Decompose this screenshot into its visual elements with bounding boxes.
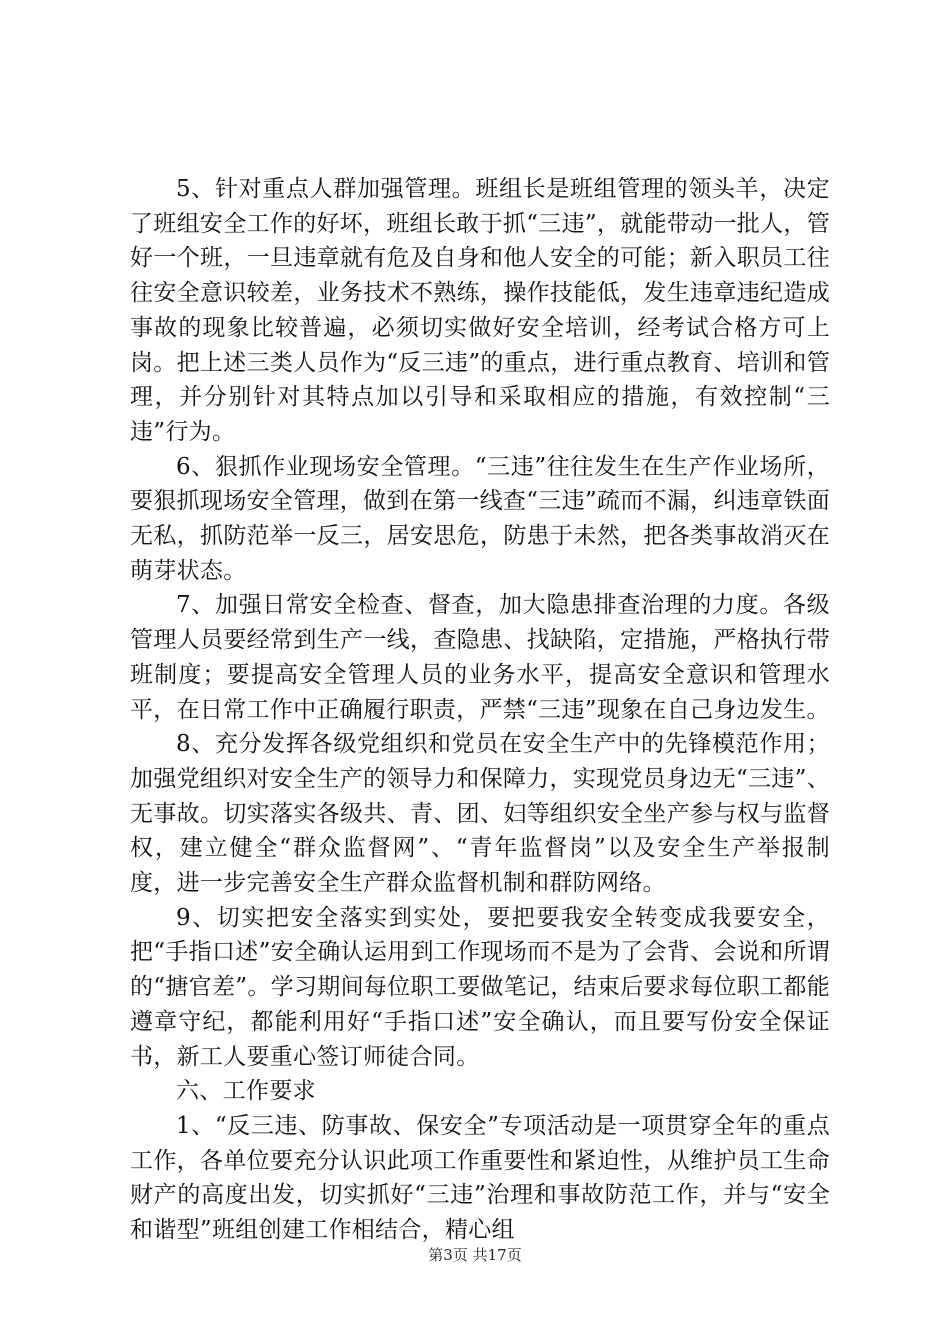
paragraph-item-8: 8、充分发挥各级党组织和党员在安全生产中的先锋模范作用；加强党组织对安全生产的领导力和保障力，实现党员身边无“三违”、无事故。切实落实各级共、青、团、妇等组织安全坐产参与权与监督权，建立健全“群众监督网”、“青年监督岗”以及安全生产举报制度，进一步完善安全生产群众监督机制和群防网络。 — [130, 731, 830, 897]
document-body — [130, 172, 830, 1248]
paragraph-item-6: 6、狠抓作业现场安全管理。“三违”往往发生在生产作业场所，要狠抓现场安全管理，做到在第一线查“三违”疏而不漏，纠违章铁面无私，抓防范举一反三，居安思危，防患于未然，把各类事故消灭在萌芽状态。 — [130, 453, 830, 584]
paragraph-requirement-1: 1、“反三违、防事故、保安全”专项活动是一项贯穿全年的重点工作，各单位要充分认识此项工作重要性和紧迫性，从维护员工生命财产的高度出发，切实抓好“三违”治理和事故防范工作，并与“安全和谐型”班组创建工作相结合，精心组 — [130, 1112, 830, 1244]
section-heading-work-requirements: 六、工作要求 — [176, 1078, 316, 1105]
paragraph-item-5: 5、针对重点人群加强管理。班组长是班组管理的领头羊，决定了班组安全工作的好坏，班组长敢于抓“三违”，就能带动一批人，管好一个班，一旦违章就有危及自身和他人安全的可能；新入职员工往往安全意识较差，业务技术不熟练，操作技能低，发生违章违纪造成事故的现象比较普遍，必须切实做好安全培训，经考试合格方可上岗。把上述三类人员作为“反三违”的重点，进行重点教育、培训和管理，并分别针对其特点加以引导和采取相应的措施，有效控制“三违”行为。 — [130, 176, 830, 445]
paragraph-item-7: 7、加强日常安全检查、督查，加大隐患排查治理的力度。各级管理人员要经常到生产一线，查隐患、找缺陷，定措施，严格执行带班制度；要提高安全管理人员的业务水平，提高安全意识和管理水平，在日常工作中正确履行职责，严禁“三违”现象在自己身边发生。 — [130, 592, 830, 723]
page-number-footer: 第3页 共17页 — [428, 1246, 522, 1264]
paragraph-item-9: 9、切实把安全落实到实处，要把要我安全转变成我要安全，把“手指口述”安全确认运用到工作现场而不是为了会背、会说和所谓的“搪官差”。学习期间每位职工要做笔记，结束后要求每位职工都能遵章守纪，都能利用好“手指口述”安全确认，而且要写份安全保证书，新工人要重心签订师徒合同。 — [130, 904, 830, 1070]
